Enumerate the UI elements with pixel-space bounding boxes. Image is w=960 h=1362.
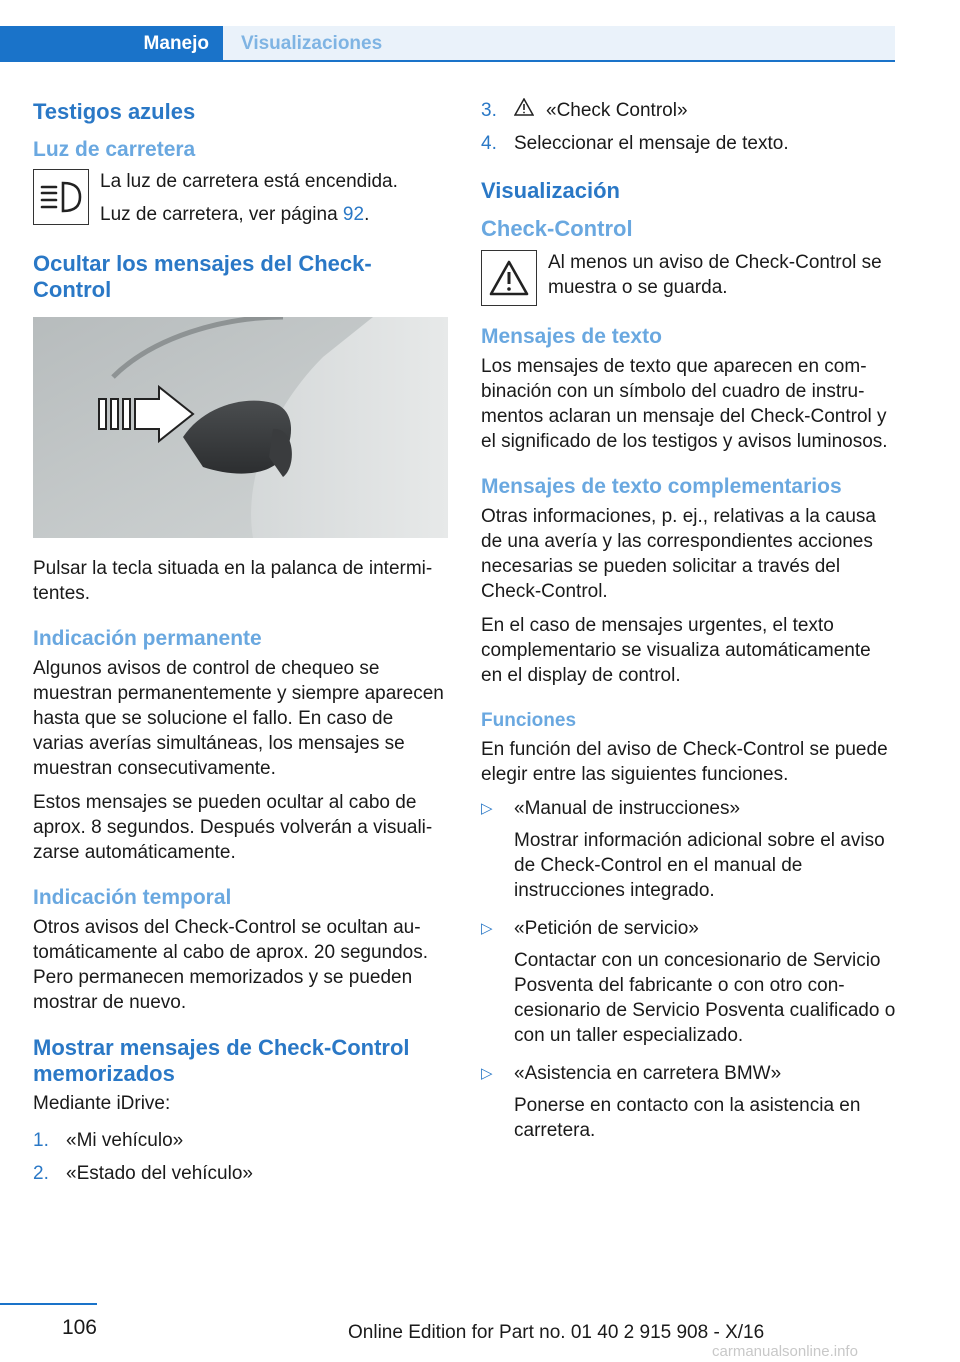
- triangle-bullet-icon: ▷: [481, 1065, 493, 1082]
- heading-luz-de-carretera: Luz de carretera: [33, 138, 196, 161]
- idrive-steps-list-continued: [481, 98, 896, 156]
- edition-note: Online Edition for Part no. 01 40 2 915 908 - X/16: [348, 1322, 765, 1343]
- heading-mensajes-de-texto: Mensajes de texto: [481, 325, 662, 348]
- triangle-bullet-icon: ▷: [481, 920, 493, 937]
- list-item: [481, 916, 896, 1055]
- bullet-text: Ponerse en contacto con la asistencia en carretera.: [514, 1095, 861, 1141]
- heading-testigos-azules: Testigos azules: [33, 99, 196, 124]
- heading-funciones: Funciones: [481, 710, 577, 731]
- high-beam-icon: [33, 169, 89, 225]
- heading-mensajes-complementarios: Mensajes de texto complementarios: [481, 475, 842, 498]
- bullet-title: «Asistencia en carretera BMW»: [514, 1063, 782, 1084]
- list-item: 1. «Mi vehículo»: [33, 1130, 184, 1151]
- warning-triangle-icon: [514, 98, 536, 123]
- high-beam-on-text: La luz de carretera está encendida.: [100, 171, 398, 192]
- complementarios-paragraph-1: Otras informaciones, p. ej., relativas a la causa de una avería y las correspondientes acciones necesarias se pueden solicitar a través del Check-Control.: [481, 506, 876, 602]
- header-tab-visualizaciones[interactable]: Visualizaciones: [223, 26, 895, 62]
- check-control-indicator-block: [481, 250, 896, 308]
- permanent-paragraph-2: Estos mensajes se pueden ocultar al cabo de aprox. 8 segundos. Después volverán a visualizarse automáticamente.: [33, 792, 433, 863]
- heading-ocultar-mensajes: Ocultar los mensajes del Check-Control: [33, 251, 372, 302]
- list-item: 2. «Estado del vehículo»: [33, 1163, 253, 1184]
- page-link-92[interactable]: 92: [342, 204, 365, 225]
- check-control-text: Al menos un aviso de Check-Control se muestra o se guarda.: [548, 252, 882, 298]
- bullet-text: Mostrar información adicional sobre el aviso de Check-Control en el manual de instrucciones integrado.: [514, 830, 885, 901]
- bullet-title: «Manual de instrucciones»: [514, 798, 741, 819]
- heading-mostrar-mensajes: Mostrar mensajes de Check-Control memorizados: [33, 1035, 410, 1086]
- footer-rule: [0, 1303, 97, 1305]
- funciones-paragraph: En función del aviso de Check-Control se puede elegir entre las siguientes funciones.: [481, 739, 888, 785]
- high-beam-indicator-block: [33, 169, 448, 235]
- header-underline: [223, 60, 895, 62]
- heading-visualizacion: Visualización: [481, 178, 620, 203]
- list-item: 4. Seleccionar el mensaje de texto.: [481, 133, 789, 154]
- header-tab-manejo[interactable]: Manejo: [0, 26, 223, 62]
- mensajes-paragraph: Los mensajes de texto que aparecen en combinación con un símbolo del cuadro de instrumentos aclaran un mensaje del Check-Control y el significado de los testigos y avisos luminosos.: [481, 356, 888, 452]
- bullet-title: «Petición de servicio»: [514, 918, 699, 939]
- turn-signal-lever-photo: [33, 317, 448, 538]
- high-beam-reference: Luz de carretera, ver página 92.: [100, 204, 370, 225]
- watermark: carmanualsonline.info: [712, 1343, 858, 1360]
- photo-caption: Pulsar la tecla situada en la palanca de intermitentes.: [33, 558, 433, 604]
- page-number: 106: [61, 1316, 97, 1339]
- heading-indicacion-temporal: Indicación temporal: [33, 886, 232, 909]
- bullet-text: Contactar con un concesionario de Servicio Posventa del fabricante o con otro concesionario de Servicio Posventa cualificado o con un taller especializado.: [514, 950, 896, 1046]
- mostrar-intro: Mediante iDrive:: [33, 1093, 171, 1114]
- heading-check-control: Check-Control: [481, 216, 633, 241]
- list-item: [481, 796, 896, 910]
- heading-indicacion-permanente: Indicación permanente: [33, 627, 262, 650]
- triangle-bullet-icon: ▷: [481, 800, 493, 817]
- idrive-steps-list: [33, 1128, 448, 1186]
- complementarios-paragraph-2: En el caso de mensajes urgentes, el texto complementario se visualiza automáticamente en el display de control.: [481, 615, 871, 686]
- list-item: [481, 1061, 896, 1150]
- temporal-paragraph: Otros avisos del Check-Control se ocultan automáticamente al cabo de aprox. 20 segundos. Pero permanecen memorizados y se pueden mostrar de nuevo.: [33, 917, 429, 1013]
- list-item: 3. «Check Control»: [481, 100, 688, 121]
- left-column: [33, 98, 448, 1202]
- permanent-paragraph-1: Algunos avisos de control de chequeo se muestran permanentemente y siempre aparecen hasta que se solucione el fallo. En caso de varias averías simultáneas, los mensajes se muestran consecutivamente.: [33, 658, 444, 779]
- right-column: [481, 98, 896, 1156]
- warning-triangle-icon: [481, 250, 537, 306]
